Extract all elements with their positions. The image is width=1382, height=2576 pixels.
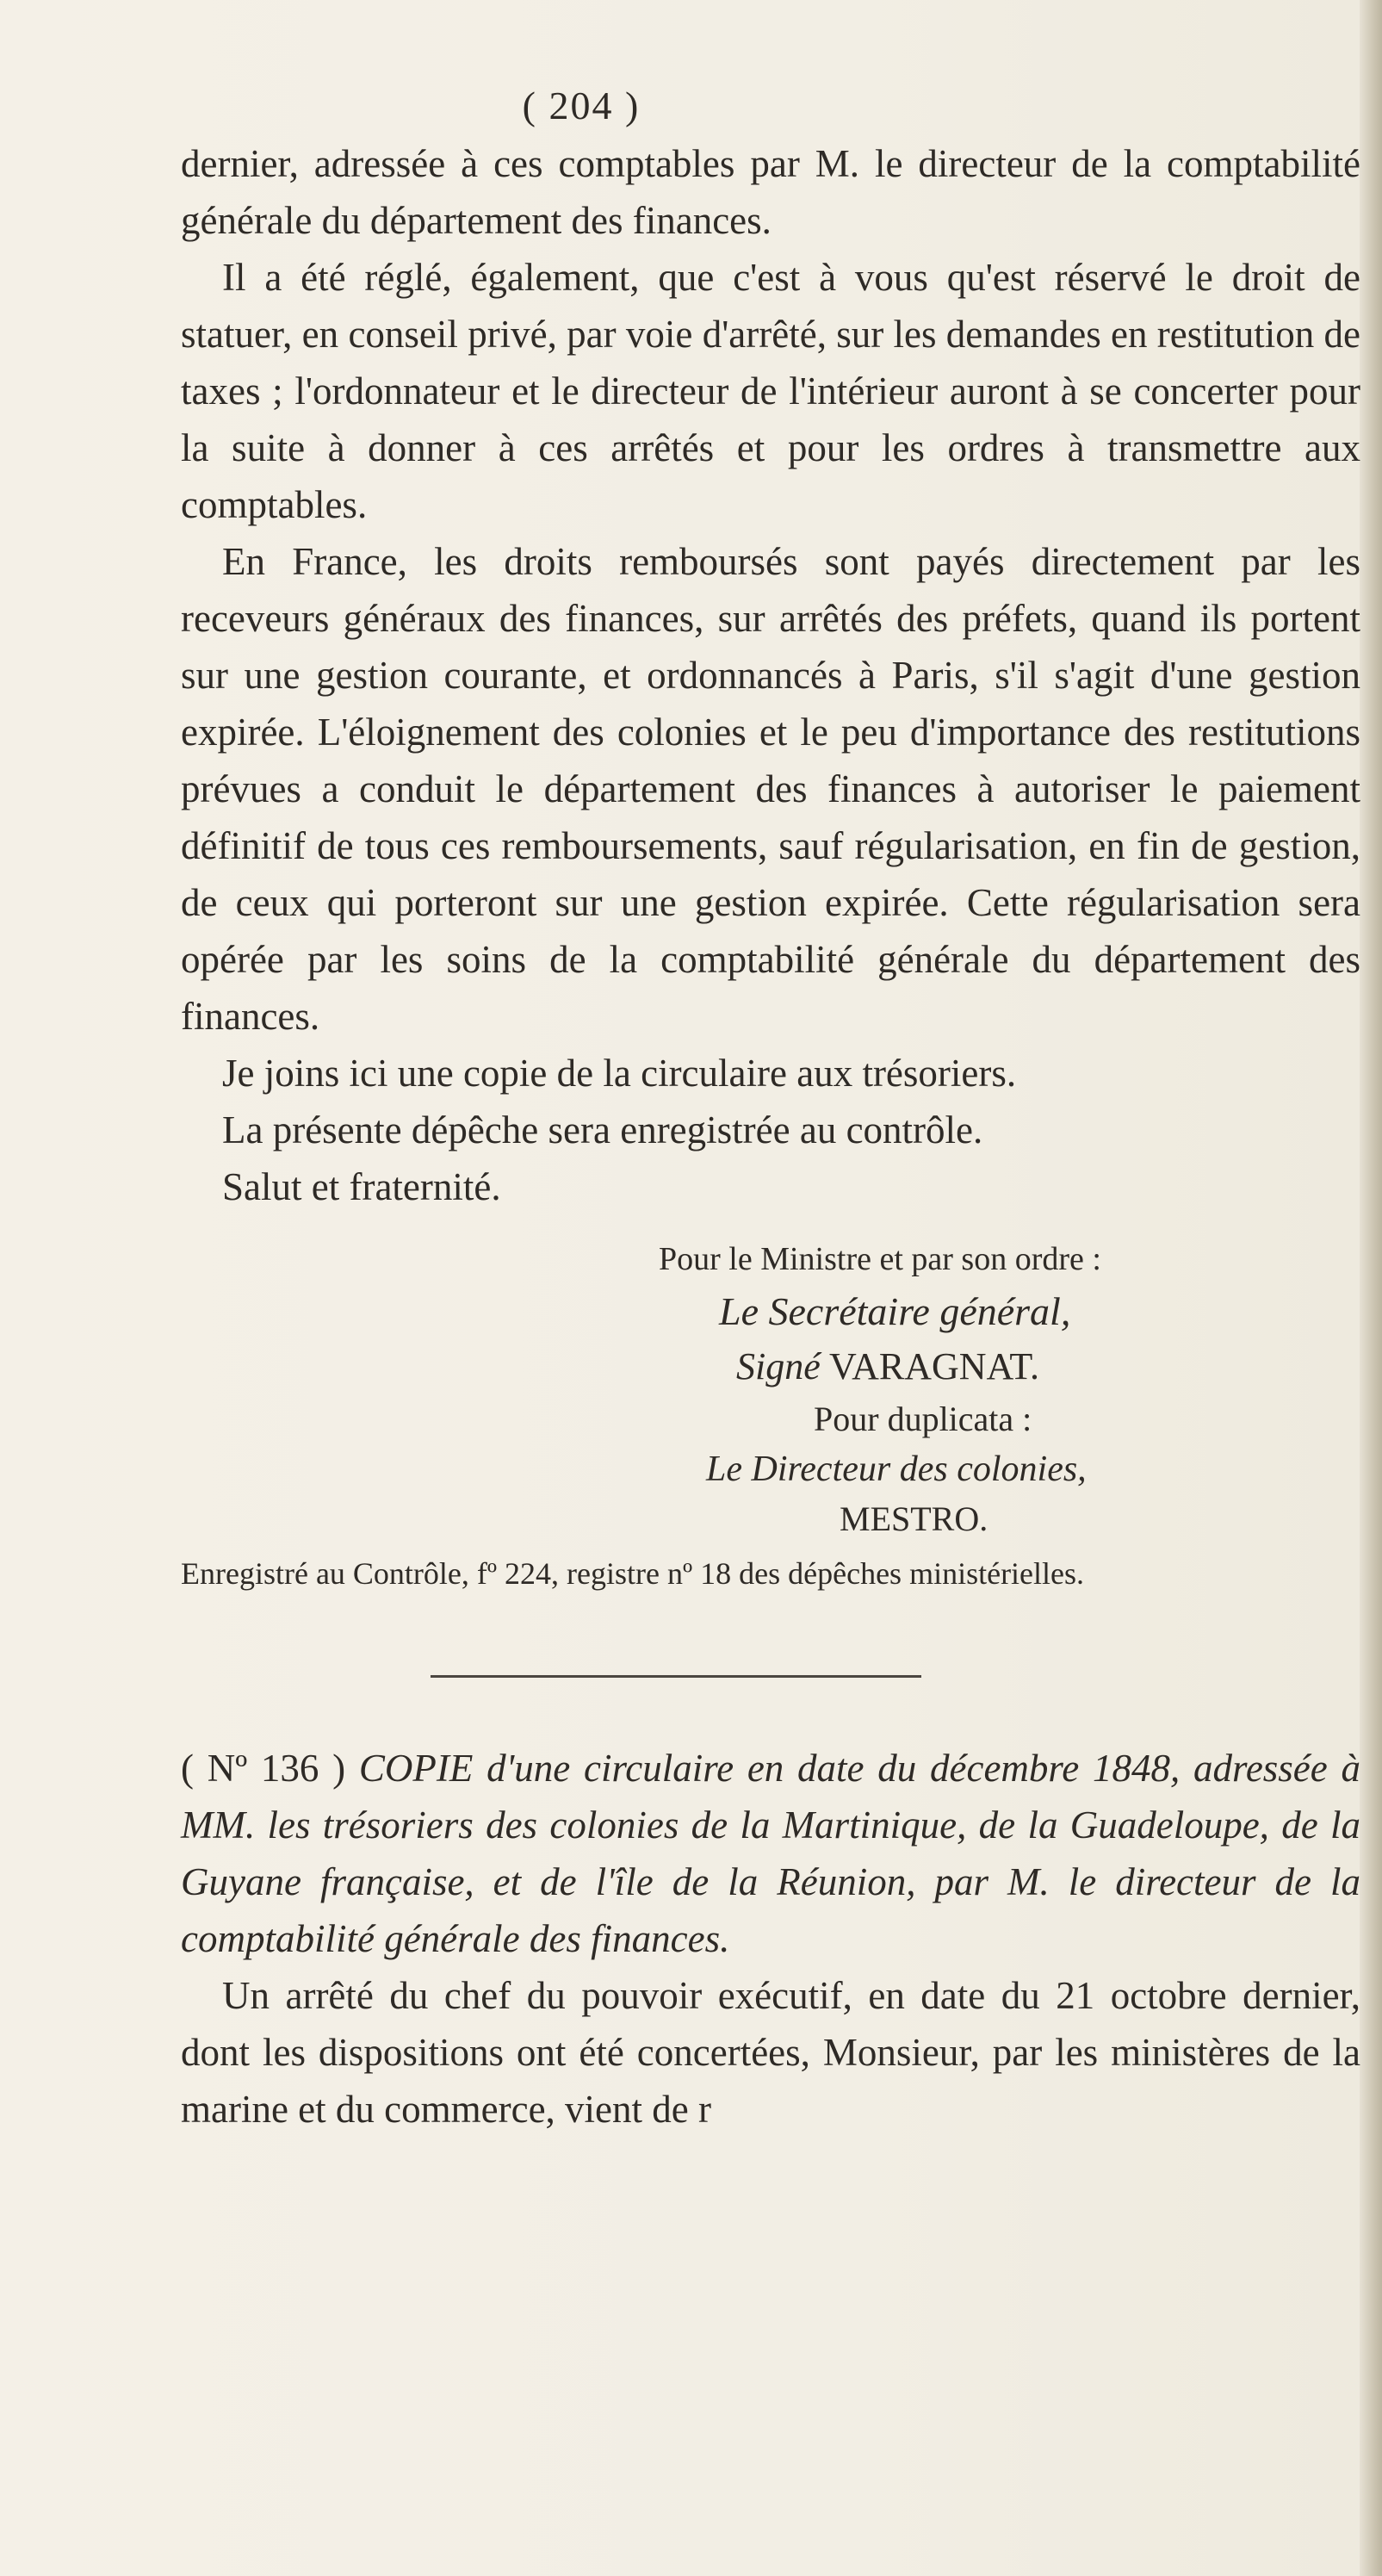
signature-block [181,1234,1360,1598]
paragraph-continuation: dernier, adressée à ces comptables par M. le directeur de la comptabilité générale du département des finances. [181,142,1360,242]
circular-title: COPIE d'une circulaire en date du décembre 1848, adressée à MM. les trésoriers des colonies de la Martinique, de la Guadeloupe, de la Guyane française, et de l'île de la Réunion, par M. le directeur de la comptabilité générale des finances. [181,1747,1361,1960]
duplicata-line: Pour duplicata : [814,1400,1032,1438]
signature-title: Le Secrétaire général, [719,1289,1071,1333]
page-number: ( 204 ) [522,84,641,127]
signature-signed-line [181,1339,1360,1394]
body-text [181,135,1360,1215]
text-column [181,83,1360,2138]
signatory-name: VARAGNAT. [828,1345,1040,1387]
paragraph: La présente dépêche sera enregistrée au contrôle. [222,1108,983,1151]
circular-body [181,1967,1360,2138]
circular-heading [181,1740,1360,1967]
director-name: MESTRO. [840,1499,988,1538]
paragraph: Je joins ici une copie de la circulaire aux trésoriers. [222,1052,1017,1095]
paragraph: Il a été réglé, également, que c'est à vous qu'est réservé le droit de statuer, en conseil privé, par voie d'arrêté, sur les demandes en restitution de taxes ; l'ordonnateur et le directeur de l'intérieur auront à se concerter pour la suite à donner à ces arrêtés et pour les ordres à transmettre aux comptables. [181,256,1360,526]
director-title: Le Directeur des colonies, [706,1449,1087,1489]
circular-number: ( Nº 136 ) [181,1747,346,1790]
signed-label: Signé [736,1345,821,1387]
paragraph: En France, les droits remboursés sont payés directement par les receveurs généraux des finances, sur arrêtés des préfets, quand ils portent sur une gestion courante, et ordonnancés à Paris, s'il s'agit d'une gestion expirée. L'éloignement des colonies et le peu d'importance des restitutions prévues a conduit le département des finances à autoriser le paiement définitif de tous ces remboursements, sauf régularisation, en fin de gestion, de ceux qui porteront sur une gestion expirée. Cette régularisation sera opérée par les soins de la comptabilité générale du département des finances. [181,540,1360,1038]
signature-order-line: Pour le Ministre et par son ordre : [659,1241,1101,1277]
book-binding-edge [1360,0,1382,2576]
paragraph: Salut et fraternité. [222,1165,501,1208]
registration-note: Enregistré au Contrôle, fº 224, registre nº 18 des dépêches ministérielles. [181,1556,1085,1591]
section-divider [431,1675,921,1678]
paragraph: Un arrêté du chef du pouvoir exécutif, en date du 21 octobre dernier, dont les dispositions ont été concertées, Monsieur, par les ministères de la marine et du commerce, vient de r [181,1974,1360,2131]
